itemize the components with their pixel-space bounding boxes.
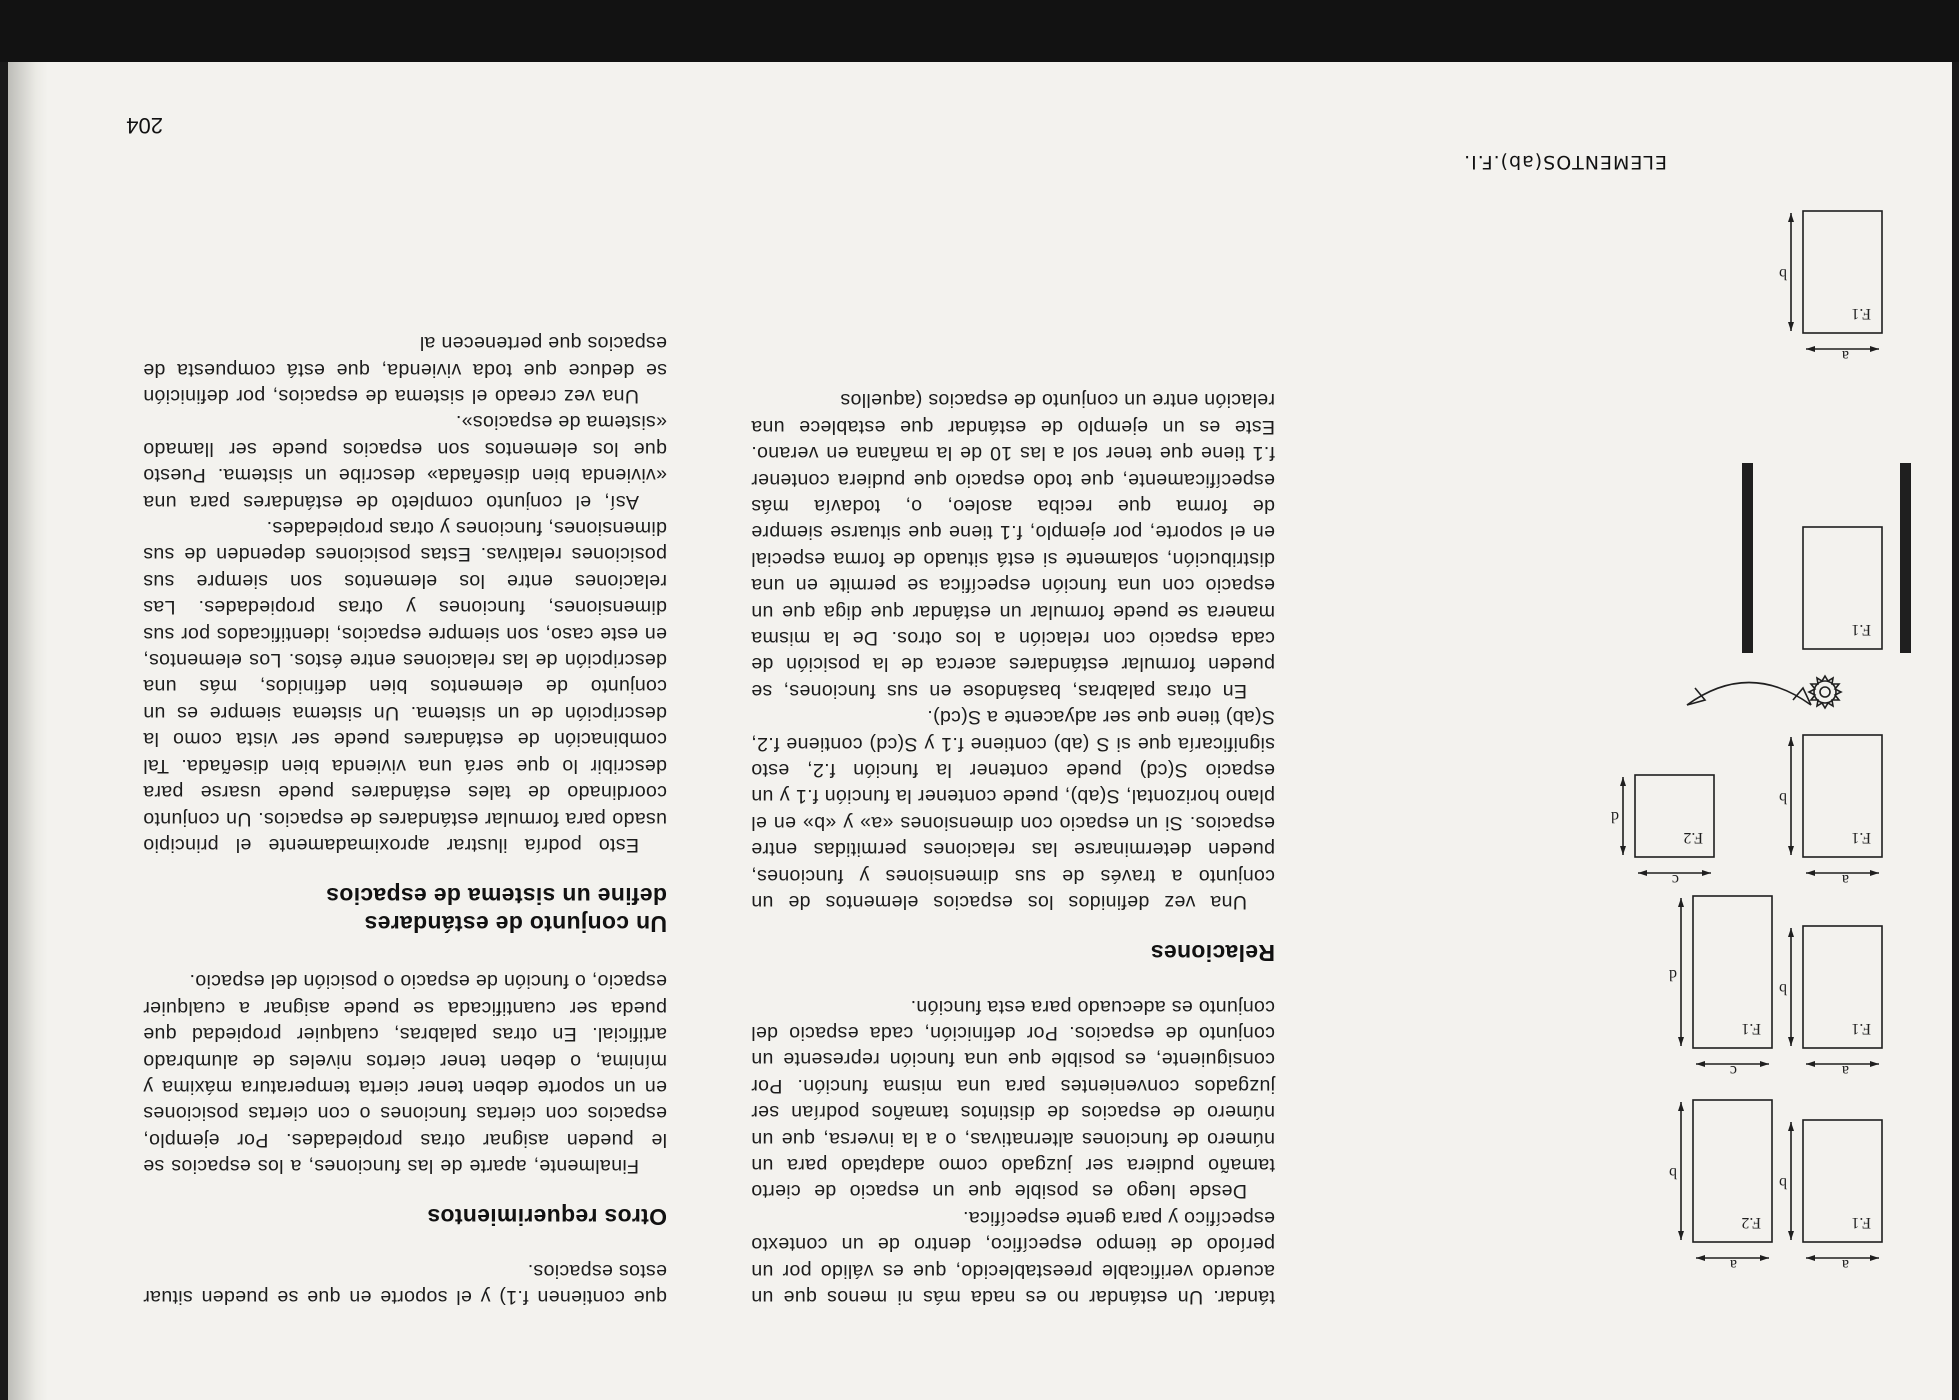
heading-line: define un sistema de espacios bbox=[325, 882, 667, 909]
label-b: b bbox=[1779, 265, 1787, 282]
text-column-one bbox=[751, 387, 1275, 1310]
label-a: a bbox=[1841, 1062, 1849, 1079]
label-b: b bbox=[1669, 1164, 1677, 1181]
label-d: d bbox=[1669, 966, 1677, 983]
page-number: 204 bbox=[126, 113, 163, 138]
label-b: b bbox=[1779, 789, 1787, 806]
label-f2: F.2 bbox=[1683, 829, 1703, 846]
label-a: a bbox=[1841, 347, 1849, 364]
paragraph: Así, el conjunto completo de estándares para una «vivienda bien diseñada» describe un sistema. Puesto que los elementos son espacios puede ser llamado «sistema de espacios». bbox=[143, 411, 667, 513]
sun-icon bbox=[1809, 676, 1841, 708]
label-f2: F.2 bbox=[1741, 1214, 1761, 1231]
paragraph: Desde luego es posible que un espacio de cierto tamaño pudiera ser juzgado como adaptado para un número de funciones alternativas, o a la inversa, que un número de espacios de distintos tamaños podrían ser juzgados convenientes para una misma función. Por consiguiente, es posible que una función represente un conjunto de espacios. Por definición, cada espacio del conjunto es adecuado para esta función. bbox=[751, 995, 1275, 1203]
heading-line: Un conjunto de estándares bbox=[364, 910, 667, 937]
paragraph: tándar. Un estándar no es nada más ni menos que un acuerdo verificable preestablecido, que es válido por un período de tiempo específico, dentro de un contexto específico y para gente específica. bbox=[751, 1206, 1275, 1308]
label-f1: F.1 bbox=[1851, 1214, 1871, 1231]
figure-caption: ELEMENTOS(ab).F.I. bbox=[1463, 151, 1667, 173]
figure-example-adjacency bbox=[1620, 683, 1882, 877]
section-heading-relaciones: Relaciones bbox=[1150, 940, 1275, 967]
paragraph: En otras palabras, basándose en sus funciones, se pueden formular estándares acerca de la posición de cada espacio con relación a los otros. De la misma manera se puede formular un estándar que diga que un espacio con una función específica se permite en una distribución, solamente si está situado de forma especial en el soporte, por ejemplo, f.1 tiene que situarse siempre de forma que reciba asoleo, o, todavía más específicamente, que todo espacio que pudiera contener f.1 tiene que tener sol a las 10 de la mañana en verano. Este es un ejemplo de estándar que establece una relación entre un conjunto de espacios (aquellos bbox=[751, 389, 1275, 702]
paragraph: que contienen f.1) y el soporte en que se pueden situar estos espacios. bbox=[143, 1259, 667, 1308]
label-c: c bbox=[1729, 1062, 1737, 1079]
label-a: a bbox=[1729, 1256, 1737, 1273]
label-a: a bbox=[1841, 1256, 1849, 1273]
paragraph: Una vez creado el sistema de espacios, por definición se deduce que toda vivienda, que está compuesta de espacios que pertenecen al bbox=[143, 332, 667, 408]
paragraph: Esto podría ilustrar aproximadamente el principio usado para formular estándares de espacios. Un conjunto coordinado de tales estándares puede usarse para describir lo que será una vivienda bien diseñada. Tal combinación de estándares puede ser vista como la descripción de un sistema. Un sistema siempre es un conjunto de elementos bien definidos, más una descripción de las relaciones entre éstos. Los elementos, en este caso, son siempre espacios, identificados por sus dimensiones, funciones y otras propiedades. Las relaciones entre los elementos son siempre sus posiciones relativas. Estas posiciones dependen de sus dimensiones, funciones y otras propiedades. bbox=[143, 517, 667, 856]
label-f1: F.1 bbox=[1741, 1020, 1761, 1037]
label-f1: F.1 bbox=[1851, 829, 1871, 846]
figure-example-single-space bbox=[1788, 211, 1882, 352]
paragraph: Una vez definidos los espacios elementos de un conjunto a través de sus dimensiones y funciones, pueden determinarse las relaciones permitidas entre espacios. Si un espacio con dimensiones «a» y «b» en el plano horizontal, S(ab), puede contener la función f.1 y un espacio S(cd) puede contener la función f.2, esto significaría que si S (ab) contiene f.1 y S(cd) contiene f.2, S(ab) tiene que ser adyacente a S(cd). bbox=[751, 706, 1275, 914]
text-column-two bbox=[143, 330, 667, 1310]
section-heading-otros-requerimientos: Otros requerimientos bbox=[427, 1204, 667, 1231]
label-b: b bbox=[1779, 980, 1787, 997]
label-b: b bbox=[1779, 1174, 1787, 1191]
label-f1: F.1 bbox=[1851, 305, 1871, 322]
figure-example-sun-orientation bbox=[1742, 463, 1911, 708]
label-f1: F.1 bbox=[1851, 621, 1871, 638]
label-f1: F.1 bbox=[1851, 1020, 1871, 1037]
label-d: d bbox=[1611, 808, 1619, 825]
label-a: a bbox=[1841, 871, 1849, 888]
paragraph: Finalmente, aparte de las funciones, a los espacios se le pueden asignar otras propiedades. Por ejemplo, espacios con ciertas funciones o con ciertas posiciones en un soporte deben tener cierta temperatura máxima y mínima, o deben tener ciertos niveles de alumbrado artificial. En otras palabras, cualquier propiedad que pueda ser cuantificada se puede asignar a cualquier espacio, o función de espacio o posición del espacio. bbox=[143, 970, 667, 1178]
label-c: c bbox=[1671, 871, 1679, 888]
section-heading-conjunto-de-estandares bbox=[143, 882, 667, 938]
